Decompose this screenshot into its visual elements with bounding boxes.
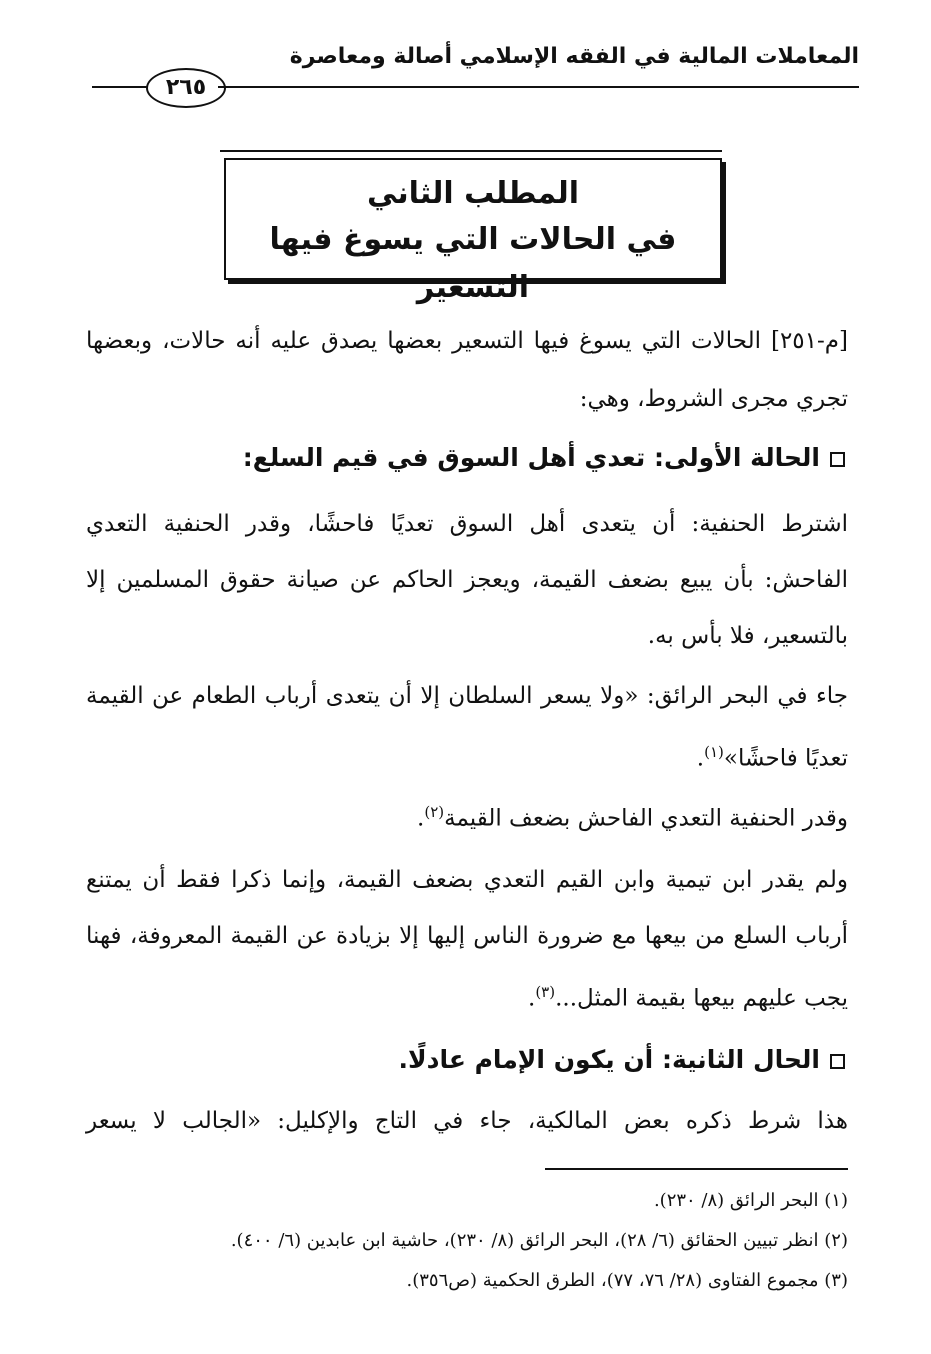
- footnote-3: (٣) مجموع الفتاوى (٢٨/ ٧٦، ٧٧)، الطرق الحكمية (ص٣٥٦).: [406, 1270, 848, 1291]
- paragraph-hanafi-condition: اشترط الحنفية: أن يتعدى أهل السوق تعديًا فاحشًا، وقدر الحنفية التعدي الفاحش: بأن يبيع بضعف القيمة، ويعجز الحاكم عن صيانة حقوق المسلمين إلا بالتسعير، فلا بأس به.: [86, 511, 848, 649]
- footnote-2: (٢) انظر تبيين الحقائق (٦/ ٢٨)، البحر الرائق (٨/ ٢٣٠)، حاشية ابن عابدين (٦/ ٤٠٠).: [230, 1230, 848, 1251]
- section-box-top-rule: [220, 150, 722, 152]
- paragraph-hanafi-measure: وقدر الحنفية التعدي الفاحش بضعف القيمة$^{(٢)}$.: [417, 803, 848, 832]
- section-subtitle: في الحالات التي يسوغ فيها التسعير: [269, 222, 677, 305]
- heading-first-case-text: الحالة الأولى: تعدي أهل السوق في قيم السلع:: [242, 443, 820, 472]
- heading-second-case: [145, 1040, 845, 1080]
- footnote-ref-1: (١): [704, 743, 724, 761]
- footnote-1: (١) البحر الرائق (٨/ ٢٣٠).: [653, 1190, 848, 1211]
- page-number: ٢٦٥: [146, 68, 226, 108]
- paragraph-maliki-condition: هذا شرط ذكره بعض المالكية، جاء في التاج والإكليل: «الجالب لا يسعر: [86, 1108, 848, 1134]
- header-rule: [218, 86, 859, 88]
- header-rule-left: [92, 86, 148, 88]
- footnote-ref-2: (٢): [424, 803, 445, 821]
- square-bullet-icon: [830, 452, 845, 467]
- running-title: المعاملات المالية في الفقه الإسلامي أصالة ومعاصرة: [289, 44, 859, 69]
- section-title-box: [224, 158, 722, 305]
- paragraph-hanafi-measure-text: وقدر الحنفية التعدي الفاحش بضعف القيمة: [444, 805, 848, 832]
- square-bullet-icon: [830, 1054, 845, 1069]
- footnote-separator: [545, 1168, 848, 1170]
- paragraph-ibn-taymiyya: ولم يقدر ابن تيمية وابن القيم التعدي بضعف القيمة، وإنما ذكرا فقط أن يمتنع أرباب السلع من بيعها مع ضرورة الناس إليها إلا بزيادة عن القيمة المعروفة، فهنا يجب عليهم بيعها بقيمة المثل...$^{(٣)}$.: [86, 867, 848, 1012]
- heading-second-case-text: الحال الثانية: أن يكون الإمام عادلًا.: [398, 1045, 820, 1074]
- section-title: المطلب الثاني: [366, 176, 579, 211]
- intro-paragraph: [م-٢٥١] الحالات التي يسوغ فيها التسعير بعضها يصدق عليه أنه حالات، وبعضها تجري مجرى الشروط، وهي:: [86, 328, 848, 412]
- paragraph-bahr-quote: جاء في البحر الرائق: «ولا يسعر السلطان إلا أن يتعدى أرباب الطعام عن القيمة تعديًا فاحشًا»$^{(١)}$.: [86, 683, 848, 772]
- paragraph-ibn-taymiyya-text: ولم يقدر ابن تيمية وابن القيم التعدي بضعف القيمة، وإنما ذكرا فقط أن يمتنع أرباب السلع من بيعها مع ضرورة الناس إليها إلا بزيادة عن القيمة المعروفة، فهنا يجب عليهم بيعها بقيمة المثل...: [86, 867, 848, 1012]
- heading-first-case: [145, 438, 845, 478]
- footnote-ref-3: (٣): [535, 983, 556, 1001]
- paragraph-bahr-quote-text: جاء في البحر الرائق: «ولا يسعر السلطان إلا أن يتعدى أرباب الطعام عن القيمة تعديًا فاحشًا»: [86, 683, 848, 772]
